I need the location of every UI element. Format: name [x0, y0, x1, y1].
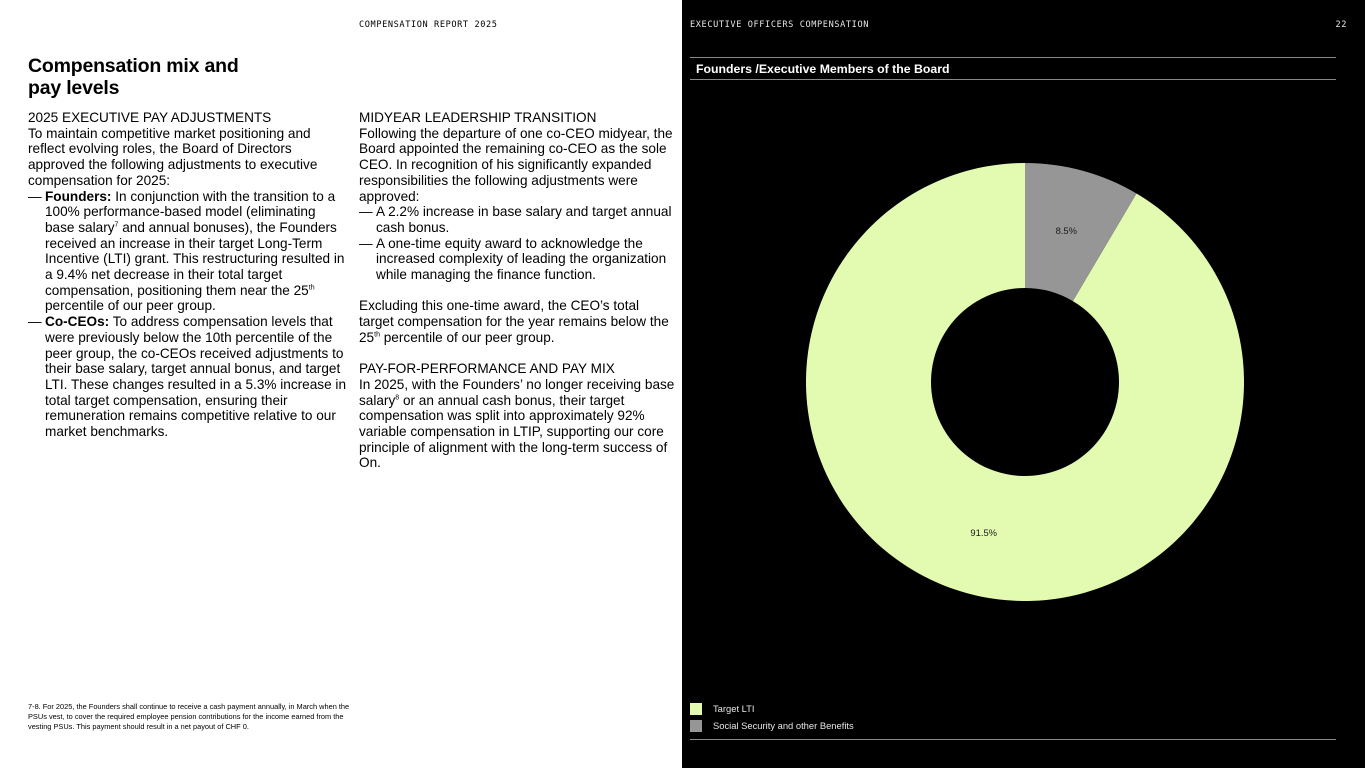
dash-bullet: — — [359, 235, 373, 251]
list-item-salary-increase — [359, 204, 675, 235]
founders-text-end: percentile of our peer group. — [45, 298, 216, 314]
legend-label-target-lti: Target LTI — [713, 703, 755, 714]
text-column-1 — [28, 110, 346, 440]
salary-increase-text: A 2.2% increase in base salary and target annual cash bonus. — [376, 204, 672, 235]
list-item-equity-award — [359, 236, 675, 283]
data-label-target-lti: 91.5% — [970, 526, 998, 538]
leadership-transition-text: Following the departure of one co-CEO midyear, the Board appointed the remaining co-CEO as the sole CEO. In recognition of his significantly expanded responsibilities the following adjustments were approved: — [359, 125, 673, 204]
footnote: 7-8. For 2025, the Founders shall continue to receive a cash payment annually, in March when the PSUs vest, to cover the required employee pension contributions for the income earned from the vesting PSUs. This payment should result in a net payout of CHF 0. — [28, 702, 350, 731]
chart-title: Founders /Executive Members of the Board — [696, 62, 950, 76]
footnote-ref-8: 8 — [395, 394, 400, 402]
legend-item-target-lti — [690, 700, 854, 717]
co-ceos-text: To address compensation levels that were previously below the 10th percentile of the peer group, the co-CEOs received adjustments to their base salary, target annual bonus, and target LTI. These changes resulted in a 5.3% increase in total target compensation, ensuring their remuneration remains competitive relative to our market benchmarks. — [45, 314, 347, 440]
page-title-line-1: Compensation mix and — [28, 55, 239, 77]
dash-bullet: — — [359, 204, 373, 220]
founders-text-cont: and annual bonuses), the Founders received an increase in their target Long-Term Incentive (LTI) grant. This restructuring resulted in a 9.4% net decrease in their total target compensation, positioning them near the 25 — [45, 219, 345, 298]
ordinal-suffix: th — [374, 331, 380, 339]
pay-mix-text-start: In 2025, with the Founders’ no longer receiving base salary — [359, 376, 675, 408]
list-item-founders — [28, 189, 346, 315]
text-column-2 — [359, 110, 675, 471]
section-heading-leadership-transition: MIDYEAR LEADERSHIP TRANSITION — [359, 110, 597, 125]
page-title — [28, 55, 328, 99]
founders-label: Founders: — [45, 188, 112, 204]
running-header-right: EXECUTIVE OFFICERS COMPENSATION — [690, 20, 869, 30]
dash-bullet: — — [28, 188, 42, 204]
section-heading-pay-mix: PAY-FOR-PERFORMANCE AND PAY MIX — [359, 361, 615, 377]
ceo-note-text: Excluding this one-time award, the CEO’s total target compensation for the year remains below the 25 — [359, 298, 669, 345]
right-page — [682, 0, 1365, 768]
legend-swatch-target-lti — [690, 703, 702, 715]
divider-top — [690, 57, 1336, 58]
legend-swatch-social-security — [690, 720, 702, 732]
pay-adjustments-intro: To maintain competitive market positioning and reflect evolving roles, the Board of Directors approved the following adjustments to executive compensation for 2025: — [28, 125, 318, 188]
leadership-adjustments-list — [359, 204, 675, 283]
legend-label-social-security: Social Security and other Benefits — [713, 720, 854, 731]
legend-item-social-security — [690, 717, 854, 734]
ceo-compensation-note — [359, 298, 675, 345]
running-header-left: COMPENSATION REPORT 2025 — [359, 20, 498, 30]
list-item-co-ceos — [28, 314, 346, 440]
page-title-line-2: pay levels — [28, 77, 120, 99]
left-page — [0, 0, 682, 768]
data-label-social-security: 8.5% — [1055, 225, 1077, 237]
co-ceos-label: Co-CEOs: — [45, 314, 110, 330]
pay-mix-text-end: or an annual cash bonus, their target compensation was split into approximately 92% variable compensation in LTIP, supporting our core principle of alignment with the long-term success of On. — [359, 392, 668, 471]
ordinal-suffix: th — [308, 284, 315, 292]
founders-text: In conjunction with the transition to a 100% performance-based model (eliminating base salary — [45, 188, 336, 235]
footnote-ref-7: 7 — [114, 221, 119, 229]
dash-bullet: — — [28, 314, 42, 330]
equity-award-text: A one-time equity award to acknowledge the increased complexity of leading the organization while managing the finance function. — [376, 235, 667, 283]
section-heading-pay-adjustments: 2025 EXECUTIVE PAY ADJUSTMENTS — [28, 110, 272, 125]
pay-mix-text — [359, 377, 675, 471]
divider-bottom — [690, 739, 1336, 740]
chart-legend — [690, 700, 854, 734]
page-number: 22 — [1335, 20, 1347, 30]
pay-adjustments-list — [28, 189, 346, 440]
ceo-note-end: percentile of our peer group. — [379, 329, 555, 345]
donut-chart — [682, 80, 1365, 680]
